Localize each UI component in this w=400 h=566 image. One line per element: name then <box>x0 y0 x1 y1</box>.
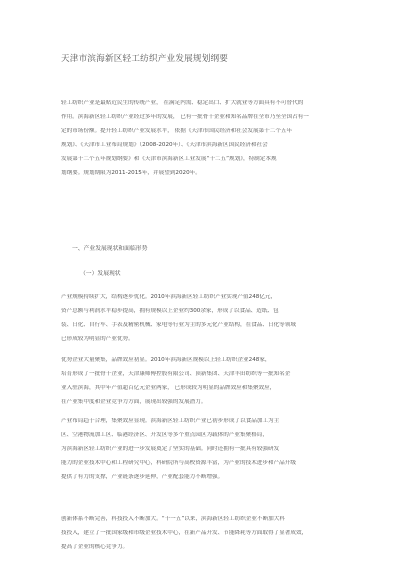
text-line: 技投入，建立了一批国家级和市级企业技术中心，在新产品开发、节能降耗等方面取得了显著成效， <box>61 530 308 536</box>
paragraph-scale <box>61 294 357 350</box>
text-line: 资产总额与利润水平稳步提高，拥有规模以上企业约300余家，形成了以食品、造纸、包 <box>61 308 279 314</box>
text-line: 作用。滨海新区轻工纺织产业经过多年的发展， 已有一批骨干企业和知名品牌在全市乃至全国占有一 <box>61 114 309 120</box>
text-line: 能力的企业技术中心和工程研究中心，科研院所与高校资源丰富，为产业的技术进步和产品升级 <box>61 460 296 466</box>
document-title: 天津市滨海新区轻工纺织产业发展规划纲要 <box>61 54 229 64</box>
text-line: 已形成较为明显的产业优势。 <box>61 336 134 342</box>
section-heading: 一、产业发展现状和面临形势 <box>72 246 148 252</box>
text-line: 装、日化、自行车、手表及精密机械、家电等行业为主的多元化产业结构，在食品、日化等领域 <box>61 322 296 328</box>
text-line: 培育形成了一批骨干企业，天津康师傅控股有限公司、顶新集团、天津丰田纺织等一批知名企 <box>61 371 291 377</box>
text-line: 在产业集中度和企业竞争力方面，展现出较强的发展潜力。 <box>61 399 207 405</box>
text-line: 业入驻滨海，其中年产值超百亿元企业两家， 已形成较为明显的品牌效应和集聚效应， <box>61 385 276 391</box>
text-line: 划纲要。规划期限为2011-2015年，并展望到2020年。 <box>61 170 201 176</box>
text-line: 区、空港物流加工区、临港经济区、开发区等多个重点园区为载体的产业集聚格局， <box>61 432 268 438</box>
paragraph-layout <box>61 418 357 488</box>
text-line: 定的市场份额。提升轻工纺织产业发展水平， 依据《天津市国民经济和社会发展第十二个五年 <box>61 128 293 134</box>
paragraph-innovation <box>61 516 357 558</box>
subsection-heading: （一）发展现状 <box>80 271 121 277</box>
text-line: 发展第十二个五年规划纲要》和《天津市滨海新区工业发展“十二五”规划》，特制定本规 <box>61 156 277 162</box>
text-line: 提供了有力的支撑，产业链条逐步延伸，产业配套能力不断增强。 <box>61 474 224 480</box>
text-line: 创新体系不断完善，科技投入不断加大。“十一五”以来，滨海新区轻工纺织企业不断加大科 <box>61 516 285 522</box>
text-line: 轻工纺织产业是最贴近民生的传统产业， 在满足内需、稳定出口、扩大就业等方面具有不可替代的 <box>61 100 304 106</box>
text-line: 产业布局趋于合理，集聚效应显现。滨海新区轻工纺织产业已初步形成了以食品加工为主 <box>61 418 280 424</box>
text-line: 产业规模持续扩大，结构逐步优化。2010年滨海新区轻工纺织产业实现产值248亿元， <box>61 294 277 300</box>
text-line: 为滨海新区轻工纺织产业的进一步发展奠定了坚实的基础。同时还拥有一批具有较强研发 <box>61 446 280 452</box>
paragraph-enterprises <box>61 357 357 413</box>
text-line: 优势企业大量聚集，品牌效应初显。2010年滨海新区规模以上轻工纺织企业248家， <box>61 357 271 363</box>
text-line: 规划》、《天津市工业布局规划》（2008-2020年）、《天津市滨海新区国民经济和社会 <box>61 142 268 148</box>
text-line: 提高了企业的核心竞争力。 <box>61 544 129 550</box>
intro-paragraph <box>61 100 357 184</box>
